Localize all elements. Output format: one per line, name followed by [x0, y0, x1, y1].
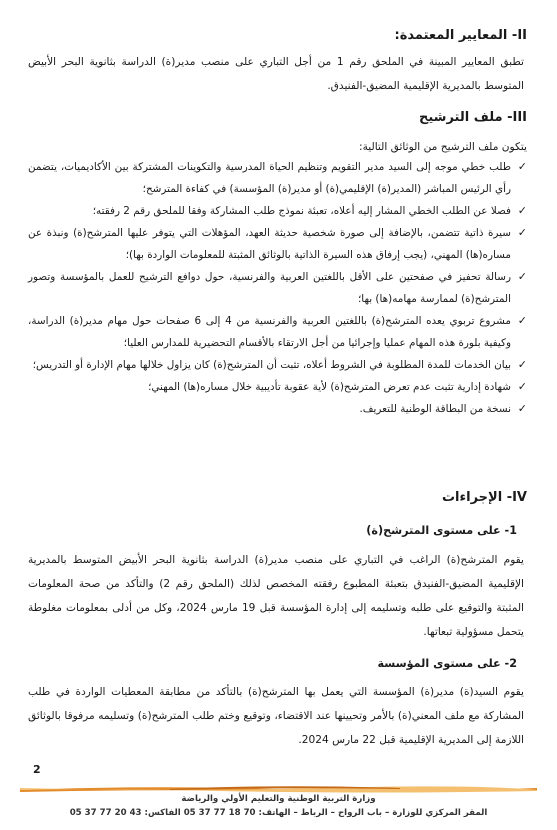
list-item: ✓ رسالة تحفيز في صفحتين على الأقل باللغتين العربية والفرنسية، حول دوافع الترشيح للعمل بالمؤسسة وتصور المترشح(ة) لممارسة مهامه(ها) بها؛	[28, 266, 527, 310]
check-icon: ✓	[517, 380, 527, 393]
subsection-2-body: يقوم السيد(ة) مدير(ة) المؤسسة التي يعمل بها المترشح(ة) بالتأكد من مطابقة المعطيات الواردة في طلب المشاركة مع ملف المعني(ة) بالأمر وتحيينها عند الاقتضاء، وتوقيع وختم طلب المترشح(ة) وتسليمه مرفوقا بالوثائق اللازمة إلى المديرية الإقليمية قبل 22 مارس 2024.	[28, 686, 524, 746]
list-item: ✓ بيان الخدمات للمدة المطلوبة في الشروط أعلاه، تثبت أن المترشح(ة) كان يزاول خلالها مهام الإدارة أو التدريس؛	[28, 354, 527, 376]
list-item: ✓ فصلا عن الطلب الخطي المشار إليه أعلاه، تعبئة نموذج طلب المشاركة وفقا للملحق رقم 2 رفقته؛	[28, 200, 527, 222]
list-item: ✓ طلب خطي موجه إلى السيد مدير التقويم وتنظيم الحياة المدرسية والتكوينات المشتركة بين الأكاديميات، يتضمن رأي الرئيس المباشر (المدير(ة) الإقليمي(ة) أو مدير(ة) المؤسسة) في كفاءة المترشح؛	[28, 156, 527, 200]
subsection-2-heading: 2- على مستوى المؤسسة	[377, 657, 517, 670]
check-icon: ✓	[517, 358, 527, 371]
section-3-heading: III- ملف الترشيح	[419, 110, 527, 125]
subsection-1-body: يقوم المترشح(ة) الراغب في التباري على منصب مدير(ة) الدراسة بثانوية البحر الأبيض المتوسط بالمديرية الإقليمية المضيق-الفنيدق بتعبئة المطبوع رفقته المخصص لذلك (الملحق رقم 2) والتأكد من صحة المعلومات المثبتة والتوقيع على طلبه وتسليمه إلى إدارة المؤسسة قبل 19 مارس 2024، وكل من أدلى بمعلومات مغلوطة يتحمل مسؤولية تبعاتها.	[28, 554, 524, 638]
check-icon: ✓	[517, 270, 527, 283]
list-item: ✓ نسخة من البطاقة الوطنية للتعريف.	[28, 398, 527, 420]
check-icon: ✓	[517, 402, 527, 415]
section-3-intro: يتكون ملف الترشيح من الوثائق التالية:	[359, 141, 527, 153]
required-documents-list	[28, 156, 527, 420]
list-item: ✓ سيرة ذاتية تتضمن، بالإضافة إلى صورة شخصية حديثة العهد، المؤهلات التي يتوفر عليها المترشح(ة) ونبذة عن مساره(ها) المهني، (يجب إرفاق هذه السيرة الذاتية بالوثائق المثبتة للمعلومات الواردة بها)؛	[28, 222, 527, 266]
page-number: 2	[33, 763, 41, 776]
footer-ministry-name: وزارة التربية الوطنية والتعليم الأولي والرياضة	[181, 794, 376, 804]
footer-decorative-band	[20, 784, 537, 794]
section-4-heading: IV- الإجراءات	[441, 490, 527, 505]
check-icon: ✓	[517, 160, 527, 173]
subsection-1-heading: 1- على مستوى المترشح(ة)	[366, 524, 517, 537]
section-2-body: تطبق المعايير المبينة في الملحق رقم 1 من أجل التباري على منصب مدير(ة) الدراسة بثانوية البحر الأبيض المتوسط بالمديرية الإقليمية المضيق-الفنيدق.	[28, 56, 524, 92]
list-item: ✓ مشروع تربوي يعده المترشح(ة) باللغتين العربية والفرنسية من 4 إلى 6 صفحات حول مهام مدير(ة) الدراسة، وكيفية بلورة هذه المهام عمليا وإجرائيا من أجل الارتقاء بالأقسام التحضيرية للمدارس العليا؛	[28, 310, 527, 354]
check-icon: ✓	[517, 226, 527, 239]
check-icon: ✓	[517, 314, 527, 327]
list-item: ✓ شهادة إدارية تثبت عدم تعرض المترشح(ة) لأية عقوبة تأديبية خلال مساره(ها) المهني؛	[28, 376, 527, 398]
check-icon: ✓	[517, 204, 527, 217]
footer-address: المقر المركزي للوزارة – باب الرواح – الرباط – الهاتف: 70 18 77 37 05 الفاكس: 43 20 77 37 05	[69, 808, 488, 818]
section-2-heading: II- المعايير المعتمدة:	[394, 28, 527, 43]
